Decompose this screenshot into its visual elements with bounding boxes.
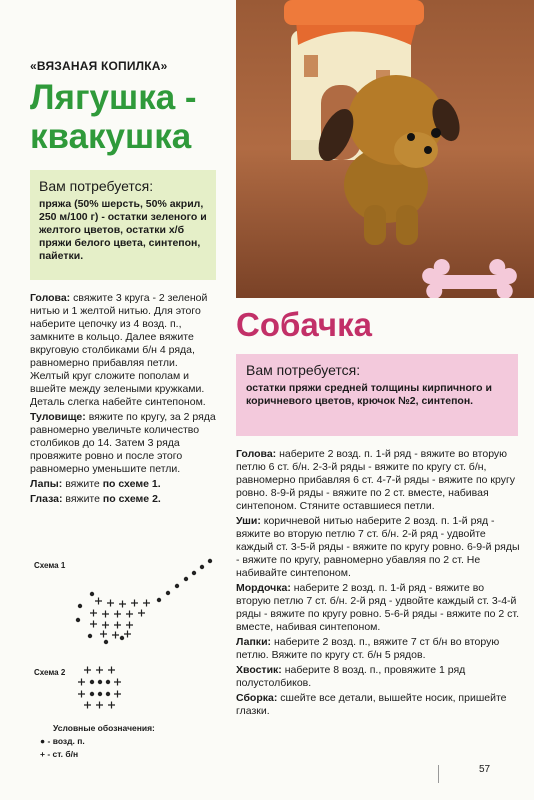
paragraph-emphasis: по схеме 2.	[102, 493, 161, 505]
dog-muzzle-paragraph	[236, 582, 521, 634]
dog-paws-paragraph	[236, 636, 521, 662]
paragraph-label: Глаза:	[30, 493, 63, 505]
frog-title-line2: квакушка	[30, 117, 192, 156]
frog-instructions	[30, 292, 220, 508]
frog-body-paragraph	[30, 411, 220, 476]
frog-eyes-paragraph	[30, 493, 220, 506]
dog-toy-photo	[236, 0, 534, 298]
single-crochet-icon: +	[40, 749, 45, 759]
paragraph-text: коричневой нитью наберите 2 возд. п. 1-й ряд - вяжите во вторую петлю 7 ст. б/н. 2-й ряд - удвойте каждый ст. 3-5-й ряды - вяжите по кругу ровно. 6-9-й ряды - вяжите по кругу, равномерно убавляя по 2 ст. Не набивайте синтепоном.	[236, 515, 520, 579]
paragraph-text: наберите 2 возд. п., вяжите 7 ст б/н во вторую петлю. Вяжите по кругу ст. б/н 5 рядов.	[236, 636, 500, 661]
paragraph-text: наберите 2 возд. п. 1-й ряд - вяжите во вторую петлю 6 ст. б/н. 2-3-й ряды - вяжите по кругу ст. б/н, равномерно прибавляя 6 ст. 4-7-й ряды - вяжите по кругу ровно. 8-9-й ряды - вяжите по 2 ст. вместе, набивая синтепоном. Стяните оставшиеся петли.	[236, 448, 516, 512]
frog-title	[30, 78, 235, 156]
paragraph-text: наберите 8 возд. п., провяжите 1 ряд полустолбиков.	[236, 664, 466, 689]
legend-sc-text: - ст. б/н	[47, 749, 79, 759]
paragraph-text: вяжите по кругу, за 2 ряда равномерно увеличьте количество столбиков до 14. Затем 3 ряда провяжите ровно и после этого равномерно уменьшите петли.	[30, 411, 216, 475]
series-title: «ВЯЗАНАЯ КОПИЛКА»	[30, 59, 168, 73]
scheme-legend	[40, 722, 155, 761]
paragraph-label: Голова:	[30, 292, 71, 304]
frog-head-paragraph	[30, 292, 220, 409]
page-number: 57	[479, 764, 491, 775]
paragraph-label: Лапы:	[30, 478, 63, 490]
chain-stitch-icon: ●	[40, 736, 46, 746]
scheme2-label: Схема 2	[34, 668, 66, 677]
dog-instructions	[236, 448, 521, 720]
legend-title: Условные обозначения:	[53, 723, 155, 733]
legend-sc-row	[40, 748, 155, 761]
paragraph-text: наберите 2 возд. п. 1-й ряд - вяжите во вторую петлю 7 ст. б/н. 2-й ряд - удвойте каждый ст. 3-4-й ряды - вяжите по кругу ровно. 5-6-й ряды - вяжите по 2 ст. вместе, набивая синтепоном.	[236, 582, 519, 633]
paragraph-text: свяжите 3 круга - 2 зеленой нитью и 1 желтой нитью. Для этого наберите цепочку из 4 возд. п., замкните в кольцо. Далее вяжите вкруговую столбиками б/н 4 ряда, равномерно прибавляя петли. Желтый круг сложите пополам и вшейте между зелеными кружками. Деталь слегка набейте синтепоном.	[30, 292, 208, 408]
paragraph-label: Голова:	[236, 448, 277, 460]
scheme1-diagram	[60, 556, 220, 646]
dog-assembly-paragraph	[236, 692, 521, 718]
paragraph-label: Сборка:	[236, 692, 278, 704]
paragraph-text: вяжите	[62, 493, 103, 505]
frog-legs-paragraph	[30, 478, 220, 491]
dog-materials-box	[236, 354, 518, 436]
frog-materials-text: пряжа (50% шерсть, 50% акрил, 250 м/100 г) - остатки зеленого и желтого цветов, остатки х/б пряжи белого цвета, синтепон, пайетки.	[39, 198, 207, 262]
paragraph-label: Уши:	[236, 515, 261, 527]
paragraph-text: сшейте все детали, вышейте носик, пришейте глазки.	[236, 692, 507, 717]
paragraph-emphasis: по схеме 1.	[102, 478, 161, 490]
frog-materials-heading: Вам потребуется:	[39, 178, 154, 194]
paragraph-text: вяжите	[62, 478, 103, 490]
paragraph-label: Мордочка:	[236, 582, 291, 594]
dog-materials-text: остатки пряжи средней толщины кирпичного и коричневого цветов, крючок №2, синтепон.	[246, 382, 492, 407]
dog-toy-illustration	[236, 0, 534, 298]
footer-divider	[438, 765, 439, 783]
paragraph-label: Хвостик:	[236, 664, 282, 676]
paragraph-label: Лапки:	[236, 636, 272, 648]
frog-title-line1: Лягушка -	[30, 78, 197, 117]
dog-materials-heading: Вам потребуется:	[246, 362, 361, 378]
paragraph-label: Туловище:	[30, 411, 86, 423]
dog-title: Собачка	[236, 306, 372, 343]
scheme2-diagram	[78, 664, 138, 710]
dog-ears-paragraph	[236, 515, 521, 580]
dog-head-paragraph	[236, 448, 521, 513]
legend-chain-row	[40, 735, 155, 748]
frog-materials-box	[30, 170, 216, 280]
legend-chain-text: - возд. п.	[47, 736, 85, 746]
scheme1-label: Схема 1	[34, 561, 66, 570]
dog-tail-paragraph	[236, 664, 521, 690]
